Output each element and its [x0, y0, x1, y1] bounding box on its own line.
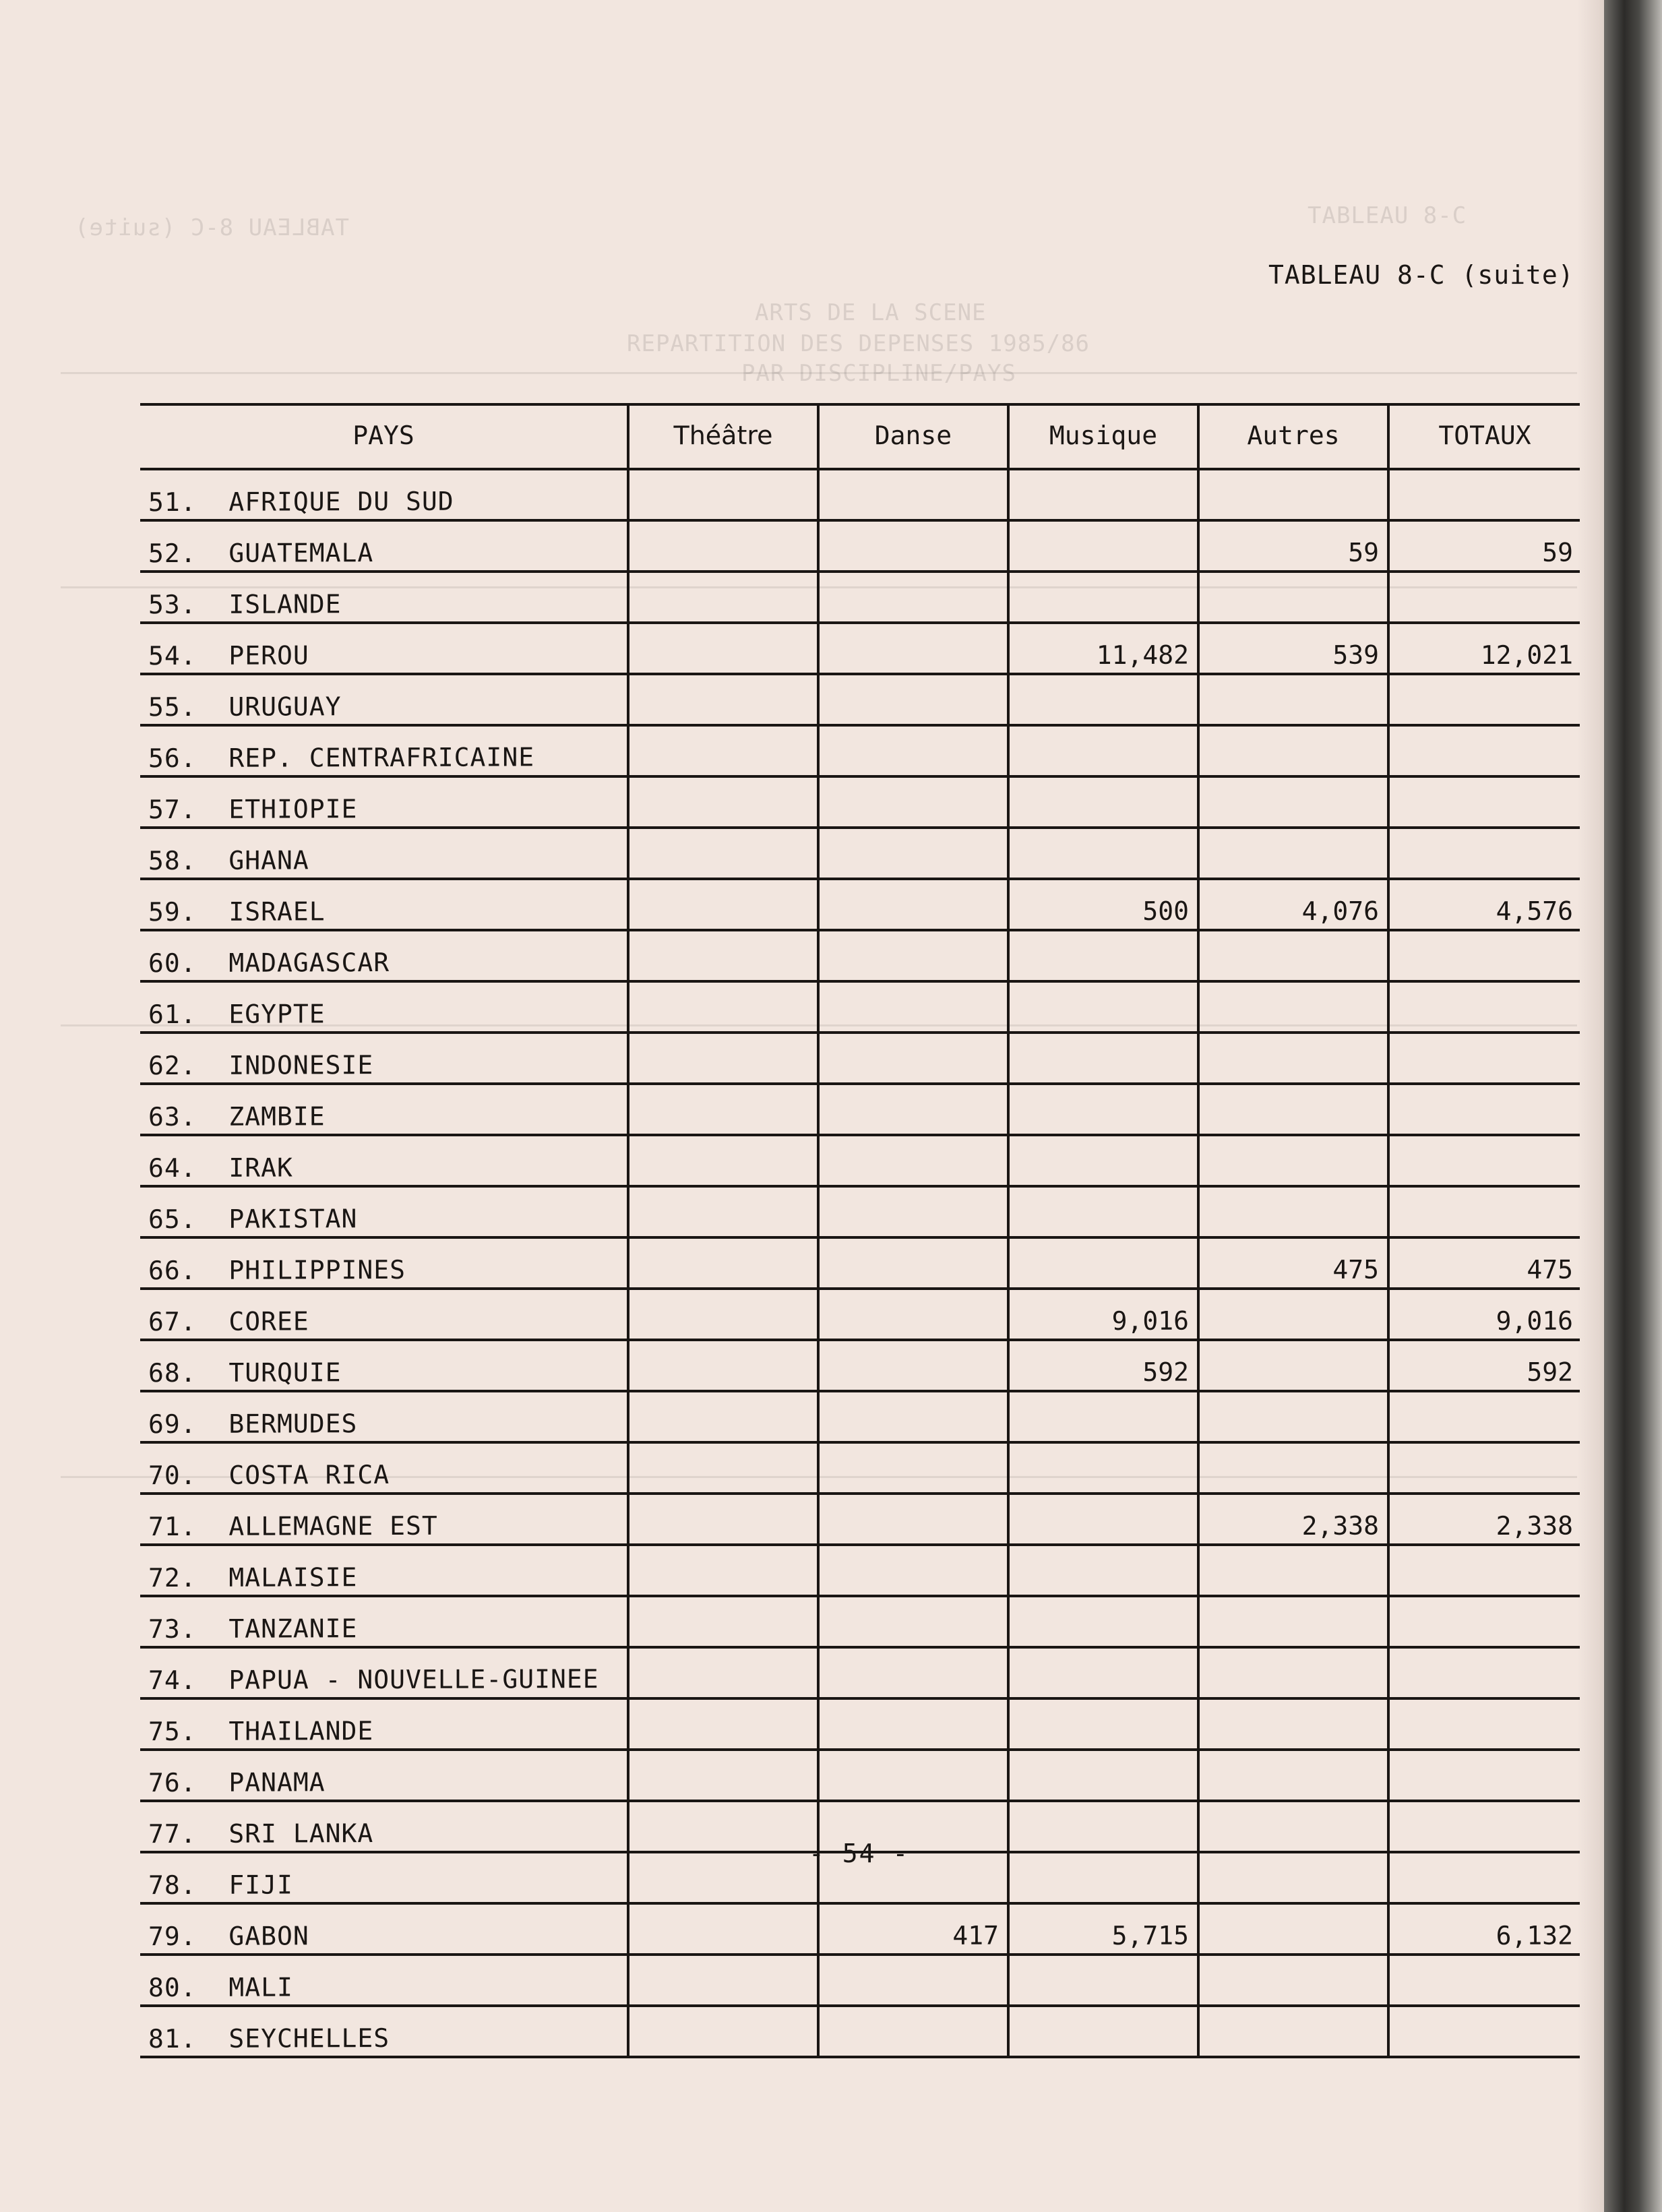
- table-row: [140, 1340, 1580, 1391]
- cell-totaux: [1388, 1442, 1580, 1494]
- cell-danse: [818, 1391, 1008, 1443]
- cell-autres: [1198, 1647, 1388, 1699]
- cell-theatre: [628, 1289, 818, 1341]
- bleed-through-text: PAR DISCIPLINE/PAYS: [741, 360, 1016, 387]
- cell-theatre: [628, 1801, 818, 1853]
- cell-totaux: [1388, 674, 1580, 726]
- table-row: [140, 1903, 1580, 1955]
- cell-theatre: [628, 879, 818, 931]
- cell-pays: 64. IRAK: [140, 1134, 628, 1187]
- cell-danse: [818, 930, 1008, 982]
- cell-pays: 59. ISRAEL: [140, 878, 628, 931]
- col-header-totaux: TOTAUX: [1388, 404, 1580, 470]
- cell-totaux: 2,338: [1388, 1494, 1580, 1545]
- cell-totaux: [1388, 2006, 1580, 2058]
- cell-musique: [1008, 1186, 1198, 1238]
- cell-danse: [818, 1084, 1008, 1136]
- cell-danse: [818, 1033, 1008, 1084]
- cell-totaux: [1388, 1186, 1580, 1238]
- cell-autres: [1198, 1340, 1388, 1392]
- cell-pays: 74. PAPUA - NOUVELLE-GUINEE: [140, 1647, 628, 1699]
- table-row: [140, 1289, 1580, 1340]
- cell-totaux: [1388, 1698, 1580, 1750]
- cell-autres: [1198, 1852, 1388, 1904]
- cell-theatre: [628, 1084, 818, 1136]
- col-header-pays: PAYS: [140, 404, 628, 470]
- cell-musique: [1008, 1237, 1198, 1289]
- cell-pays: 52. GUATEMALA: [140, 520, 628, 572]
- cell-theatre: [628, 469, 818, 521]
- cell-autres: [1198, 1391, 1388, 1443]
- cell-danse: [818, 1340, 1008, 1392]
- table-row: [140, 1084, 1580, 1135]
- cell-pays: 71. ALLEMAGNE EST: [140, 1493, 628, 1545]
- cell-totaux: [1388, 725, 1580, 777]
- cell-musique: [1008, 674, 1198, 726]
- cell-danse: [818, 1289, 1008, 1341]
- cell-totaux: [1388, 1084, 1580, 1136]
- col-header-danse: Danse: [818, 404, 1008, 470]
- cell-danse: [818, 572, 1008, 623]
- table-row: [140, 981, 1580, 1033]
- cell-theatre: [628, 1852, 818, 1904]
- cell-autres: 539: [1198, 623, 1388, 675]
- cell-pays: 70. COSTA RICA: [140, 1442, 628, 1494]
- cell-musique: [1008, 1955, 1198, 2006]
- table-row: [140, 1955, 1580, 2006]
- bleed-through-text: REPARTITION DES DEPENSES 1985/86: [627, 330, 1090, 357]
- cell-totaux: [1388, 828, 1580, 880]
- cell-autres: [1198, 469, 1388, 521]
- bleed-through-text: ARTS DE LA SCENE: [755, 299, 987, 326]
- cell-theatre: [628, 1186, 818, 1238]
- cell-pays: 76. PANAMA: [140, 1749, 628, 1802]
- cell-theatre: [628, 828, 818, 880]
- cell-theatre: [628, 1391, 818, 1443]
- cell-autres: [1198, 1289, 1388, 1341]
- col-header-theatre: Théâtre: [628, 404, 818, 470]
- cell-theatre: [628, 1545, 818, 1597]
- cell-totaux: [1388, 1545, 1580, 1597]
- cell-musique: 500: [1008, 879, 1198, 931]
- expenditure-table: [140, 403, 1580, 2058]
- cell-musique: [1008, 1494, 1198, 1545]
- cell-musique: [1008, 930, 1198, 982]
- table-row: [140, 520, 1580, 572]
- cell-theatre: [628, 1033, 818, 1084]
- cell-pays: 62. INDONESIE: [140, 1032, 628, 1084]
- table-row: [140, 930, 1580, 981]
- cell-theatre: [628, 520, 818, 572]
- cell-pays: 61. EGYPTE: [140, 981, 628, 1033]
- cell-autres: [1198, 1135, 1388, 1187]
- cell-musique: [1008, 572, 1198, 623]
- cell-theatre: [628, 1955, 818, 2006]
- cell-danse: [818, 1647, 1008, 1699]
- cell-pays: 79. GABON: [140, 1903, 628, 1955]
- table-row: [140, 572, 1580, 623]
- cell-totaux: [1388, 572, 1580, 623]
- col-header-musique: Musique: [1008, 404, 1198, 470]
- cell-totaux: [1388, 981, 1580, 1033]
- cell-pays: 58. GHANA: [140, 827, 628, 880]
- cell-musique: [1008, 469, 1198, 521]
- table-row: [140, 1647, 1580, 1698]
- cell-pays: 55. URUGUAY: [140, 673, 628, 726]
- cell-theatre: [628, 572, 818, 623]
- cell-danse: [818, 623, 1008, 675]
- cell-theatre: [628, 2006, 818, 2058]
- cell-totaux: [1388, 1647, 1580, 1699]
- cell-totaux: 12,021: [1388, 623, 1580, 675]
- cell-musique: [1008, 1391, 1198, 1443]
- cell-autres: [1198, 572, 1388, 623]
- table-row: [140, 674, 1580, 725]
- cell-autres: [1198, 1903, 1388, 1955]
- cell-totaux: [1388, 469, 1580, 521]
- cell-pays: 57. ETHIOPIE: [140, 776, 628, 828]
- page-number: - 54 -: [809, 1839, 910, 1868]
- table-row: [140, 1135, 1580, 1186]
- cell-musique: [1008, 1750, 1198, 1802]
- cell-pays: 81. SEYCHELLES: [140, 2005, 628, 2058]
- cell-autres: [1198, 725, 1388, 777]
- cell-theatre: [628, 1903, 818, 1955]
- cell-theatre: [628, 1442, 818, 1494]
- cell-theatre: [628, 1698, 818, 1750]
- cell-autres: [1198, 674, 1388, 726]
- cell-pays: 63. ZAMBIE: [140, 1083, 628, 1136]
- cell-autres: 4,076: [1198, 879, 1388, 931]
- cell-danse: [818, 1494, 1008, 1545]
- binding-edge: [1604, 0, 1662, 2212]
- cell-danse: [818, 1698, 1008, 1750]
- cell-danse: [818, 1237, 1008, 1289]
- cell-theatre: [628, 1135, 818, 1187]
- cell-autres: [1198, 1596, 1388, 1648]
- cell-autres: [1198, 1801, 1388, 1853]
- table-row: [140, 879, 1580, 930]
- table-label: TABLEAU 8-C (suite): [1268, 260, 1574, 290]
- cell-pays: 67. COREE: [140, 1288, 628, 1341]
- cell-autres: [1198, 1084, 1388, 1136]
- cell-theatre: [628, 1494, 818, 1545]
- cell-theatre: [628, 725, 818, 777]
- table-row: [140, 1442, 1580, 1494]
- cell-totaux: [1388, 776, 1580, 828]
- table-body: [140, 469, 1580, 2057]
- table-row: [140, 1391, 1580, 1442]
- cell-musique: [1008, 2006, 1198, 2058]
- table-row: [140, 1750, 1580, 1801]
- cell-musique: [1008, 1852, 1198, 1904]
- cell-musique: [1008, 725, 1198, 777]
- cell-autres: 2,338: [1198, 1494, 1388, 1545]
- cell-danse: [818, 1596, 1008, 1648]
- cell-danse: [818, 981, 1008, 1033]
- cell-totaux: [1388, 930, 1580, 982]
- cell-musique: [1008, 1698, 1198, 1750]
- table-row: [140, 828, 1580, 879]
- col-header-autres: Autres: [1198, 404, 1388, 470]
- cell-danse: [818, 469, 1008, 521]
- cell-danse: [818, 776, 1008, 828]
- cell-pays: 72. MALAISIE: [140, 1544, 628, 1597]
- cell-totaux: 592: [1388, 1340, 1580, 1392]
- cell-autres: [1198, 1545, 1388, 1597]
- table-row: [140, 1698, 1580, 1750]
- cell-danse: [818, 828, 1008, 880]
- cell-totaux: [1388, 1801, 1580, 1853]
- cell-danse: [818, 2006, 1008, 2058]
- cell-autres: [1198, 1033, 1388, 1084]
- cell-musique: [1008, 1545, 1198, 1597]
- cell-autres: [1198, 981, 1388, 1033]
- cell-musique: 9,016: [1008, 1289, 1198, 1341]
- cell-danse: [818, 1442, 1008, 1494]
- cell-autres: [1198, 1698, 1388, 1750]
- table-row: [140, 1186, 1580, 1237]
- cell-pays: 53. ISLANDE: [140, 571, 628, 623]
- cell-totaux: [1388, 1955, 1580, 2006]
- cell-autres: [1198, 2006, 1388, 2058]
- cell-theatre: [628, 1750, 818, 1802]
- cell-totaux: [1388, 1391, 1580, 1443]
- cell-danse: [818, 1135, 1008, 1187]
- cell-musique: [1008, 1647, 1198, 1699]
- cell-musique: [1008, 776, 1198, 828]
- cell-danse: [818, 1186, 1008, 1238]
- cell-totaux: 6,132: [1388, 1903, 1580, 1955]
- table-row: [140, 1545, 1580, 1596]
- cell-musique: [1008, 828, 1198, 880]
- table-row: [140, 1237, 1580, 1289]
- cell-totaux: [1388, 1852, 1580, 1904]
- cell-theatre: [628, 674, 818, 726]
- cell-pays: 80. MALI: [140, 1954, 628, 2006]
- cell-danse: [818, 1750, 1008, 1802]
- cell-pays: 60. MADAGASCAR: [140, 929, 628, 982]
- cell-musique: [1008, 1801, 1198, 1853]
- cell-pays: 54. PEROU: [140, 622, 628, 675]
- cell-totaux: [1388, 1135, 1580, 1187]
- cell-danse: [818, 879, 1008, 931]
- cell-pays: 69. BERMUDES: [140, 1390, 628, 1443]
- cell-pays: 75. THAILANDE: [140, 1698, 628, 1750]
- cell-pays: 51. AFRIQUE DU SUD: [140, 468, 628, 521]
- cell-theatre: [628, 623, 818, 675]
- cell-totaux: 4,576: [1388, 879, 1580, 931]
- cell-musique: [1008, 520, 1198, 572]
- table-row: [140, 2006, 1580, 2057]
- cell-musique: [1008, 1596, 1198, 1648]
- cell-danse: [818, 520, 1008, 572]
- cell-musique: [1008, 1135, 1198, 1187]
- cell-pays: 77. SRI LANKA: [140, 1800, 628, 1853]
- cell-totaux: 9,016: [1388, 1289, 1580, 1341]
- cell-pays: 66. PHILIPPINES: [140, 1237, 628, 1289]
- cell-theatre: [628, 981, 818, 1033]
- cell-musique: [1008, 1084, 1198, 1136]
- cell-totaux: [1388, 1750, 1580, 1802]
- table-row: [140, 725, 1580, 776]
- bleed-through-text: TABLEAU 8-C (suite): [74, 214, 349, 241]
- table-row: [140, 1596, 1580, 1647]
- table-row: [140, 1033, 1580, 1084]
- bleed-through-rule: [61, 372, 1577, 374]
- cell-autres: [1198, 828, 1388, 880]
- table-row: [140, 469, 1580, 520]
- cell-theatre: [628, 776, 818, 828]
- table-row: [140, 1494, 1580, 1545]
- cell-pays: 78. FIJI: [140, 1851, 628, 1904]
- cell-theatre: [628, 1596, 818, 1648]
- cell-autres: [1198, 776, 1388, 828]
- cell-autres: [1198, 1955, 1388, 2006]
- bleed-through-text: TABLEAU 8-C: [1307, 202, 1467, 229]
- table-row: [140, 776, 1580, 828]
- cell-musique: 11,482: [1008, 623, 1198, 675]
- cell-pays: 68. TURQUIE: [140, 1339, 628, 1392]
- header-row: [140, 404, 1580, 469]
- cell-musique: [1008, 981, 1198, 1033]
- page-gutter-shadow: [1577, 0, 1604, 2212]
- cell-autres: [1198, 1186, 1388, 1238]
- cell-danse: [818, 1955, 1008, 2006]
- cell-totaux: 59: [1388, 520, 1580, 572]
- table-row: [140, 623, 1580, 674]
- cell-autres: 59: [1198, 520, 1388, 572]
- cell-musique: 5,715: [1008, 1903, 1198, 1955]
- cell-musique: 592: [1008, 1340, 1198, 1392]
- cell-pays: 65. PAKISTAN: [140, 1186, 628, 1238]
- cell-theatre: [628, 930, 818, 982]
- cell-musique: [1008, 1442, 1198, 1494]
- cell-pays: 56. REP. CENTRAFRICAINE: [140, 725, 628, 777]
- cell-theatre: [628, 1237, 818, 1289]
- cell-danse: 417: [818, 1903, 1008, 1955]
- cell-totaux: [1388, 1596, 1580, 1648]
- cell-autres: [1198, 1442, 1388, 1494]
- cell-pays: 73. TANZANIE: [140, 1595, 628, 1648]
- cell-autres: 475: [1198, 1237, 1388, 1289]
- cell-musique: [1008, 1033, 1198, 1084]
- cell-totaux: 475: [1388, 1237, 1580, 1289]
- cell-theatre: [628, 1647, 818, 1699]
- cell-theatre: [628, 1340, 818, 1392]
- cell-autres: [1198, 930, 1388, 982]
- cell-danse: [818, 674, 1008, 726]
- cell-danse: [818, 725, 1008, 777]
- cell-totaux: [1388, 1033, 1580, 1084]
- cell-autres: [1198, 1750, 1388, 1802]
- cell-danse: [818, 1545, 1008, 1597]
